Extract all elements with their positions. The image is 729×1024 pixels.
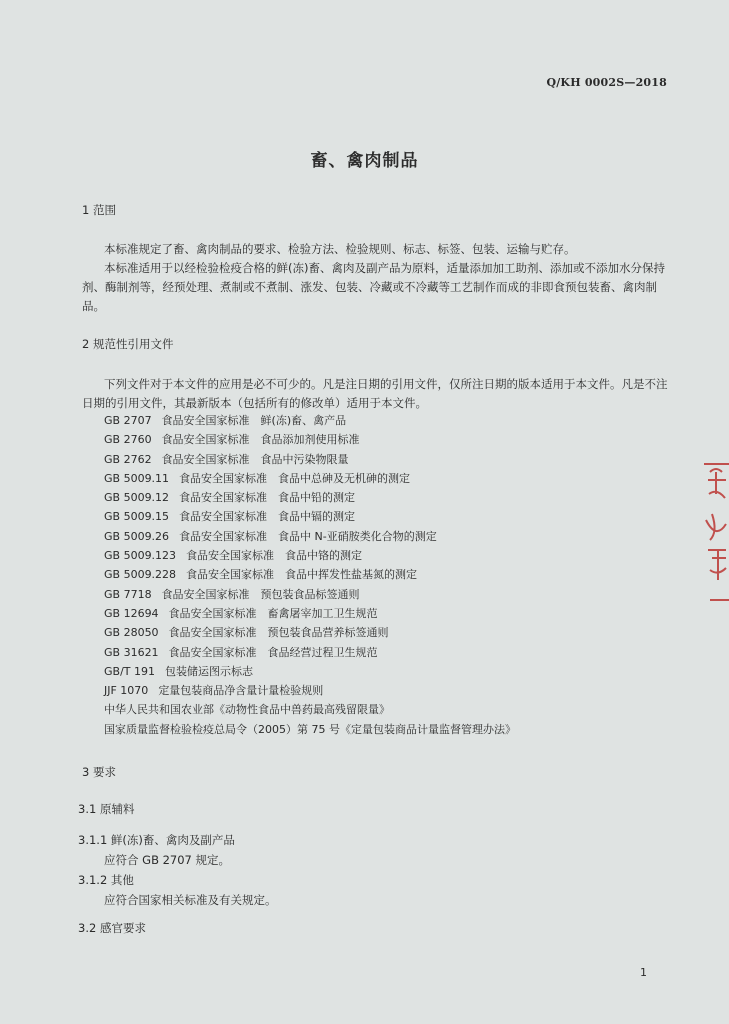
reference-item [104, 682, 516, 701]
section-3-heading: 3 要求 [82, 765, 116, 779]
reference-title: 定量包装商品净含量计量检验规则 [158, 684, 324, 698]
page-number: 1 [640, 966, 647, 979]
reference-title: 食品安全国家标准 食品添加剂使用标准 [161, 433, 360, 447]
reference-code: GB 5009.11 [104, 471, 170, 485]
reference-title: 国家质量监督检验检疫总局令（2005）第 75 号《定量包装商品计量监督管理办法》 [104, 722, 516, 736]
reference-title: 食品安全国家标准 食品中挥发性盐基氮的测定 [186, 568, 418, 582]
reference-item [104, 701, 516, 720]
reference-title: 包装储运图示标志 [165, 664, 253, 678]
reference-title: 食品安全国家标准 鲜(冻)畜、禽产品 [161, 414, 347, 427]
reference-code: GB 2707 [104, 414, 152, 427]
section-3-2-heading: 3.2 感官要求 [78, 921, 146, 935]
reference-item [104, 566, 516, 585]
reference-item [104, 605, 516, 624]
section-3-1-heading: 3.1 原辅料 [78, 802, 135, 816]
reference-item [104, 508, 516, 527]
reference-title: 食品安全国家标准 食品中污染物限量 [161, 452, 349, 466]
reference-item [104, 547, 516, 566]
scope-paragraph-1: 本标准规定了畜、禽肉制品的要求、检验方法、检验规则、标志、标签、包装、运输与贮存。 [104, 242, 576, 256]
section-3-1-1-heading: 3.1.1 鲜(冻)畜、禽肉及副产品 [78, 833, 235, 847]
reference-code: GB 5009.26 [104, 529, 170, 543]
section-3-1-1-text: 应符合 GB 2707 规定。 [104, 853, 231, 867]
reference-item [104, 528, 516, 547]
standard-code: Q/KH 0002S—2018 [546, 76, 667, 89]
reference-code: GB 12694 [104, 606, 159, 620]
reference-code: GB 31621 [104, 645, 159, 659]
reference-title: 食品安全国家标准 食品经营过程卫生规范 [168, 645, 378, 659]
document-title: 畜、禽肉制品 [310, 151, 419, 171]
reference-item [104, 431, 516, 450]
reference-item [104, 470, 516, 489]
reference-code: GB 5009.12 [104, 491, 170, 505]
reference-code: GB 2760 [104, 433, 152, 447]
reference-item [104, 663, 516, 682]
reference-title: 食品安全国家标准 预包装食品营养标签通则 [168, 626, 389, 640]
reference-code: GB/T 191 [104, 664, 155, 678]
reference-title: 食品安全国家标准 食品中铬的测定 [186, 549, 363, 563]
reference-title: 中华人民共和国农业部《动物性食品中兽药最高残留限量》 [104, 703, 390, 717]
reference-item [104, 489, 516, 508]
reference-title: 食品安全国家标准 预包装食品标签通则 [161, 587, 360, 601]
references-intro: 下列文件对于本文件的应用是必不可少的。凡是注日期的引用文件，仅所注日期的版本适用于本文件。凡是不注日期的引用文件，其最新版本（包括所有的修改单）适用于本文件。 [82, 377, 668, 410]
reference-item [104, 586, 516, 605]
reference-code: JJF 1070 [104, 684, 149, 698]
reference-title: 食品安全国家标准 食品中铅的测定 [179, 491, 356, 505]
reference-code: GB 5009.15 [104, 510, 170, 524]
reference-title: 食品安全国家标准 食品中镉的测定 [179, 510, 356, 524]
reference-item [104, 721, 516, 740]
section-3-1-2-text: 应符合国家相关标准及有关规定。 [104, 893, 277, 907]
reference-title: 食品安全国家标准 畜禽屠宰加工卫生规范 [168, 606, 378, 620]
section-1-heading: 1 范围 [82, 203, 116, 217]
reference-item [104, 624, 516, 643]
reference-code: GB 7718 [104, 587, 152, 601]
reference-list [104, 412, 516, 740]
section-2-heading: 2 规范性引用文件 [82, 337, 174, 351]
reference-code: GB 2762 [104, 452, 152, 466]
reference-title: 食品安全国家标准 食品中 N-亚硝胺类化合物的测定 [179, 529, 437, 543]
reference-code: GB 5009.228 [104, 568, 177, 582]
reference-code: GB 28050 [104, 626, 159, 640]
reference-item [104, 451, 516, 470]
reference-title: 食品安全国家标准 食品中总砷及无机砷的测定 [179, 471, 411, 485]
seal-stamp [700, 458, 729, 608]
reference-code: GB 5009.123 [104, 549, 177, 563]
scope-paragraph-2: 本标准适用于以经检验检疫合格的鲜(冻)畜、禽肉及副产品为原料，适量添加加工助剂、添加或不添加水分保持剂、酶制剂等，经预处理、煮制或不煮制、涨发、包装、冷藏或不冷藏等工艺制作而成的非即食预包装畜、禽肉制品。 [82, 261, 665, 313]
section-3-1-2-heading: 3.1.2 其他 [78, 873, 134, 887]
reference-item [104, 644, 516, 663]
reference-item [104, 412, 516, 431]
